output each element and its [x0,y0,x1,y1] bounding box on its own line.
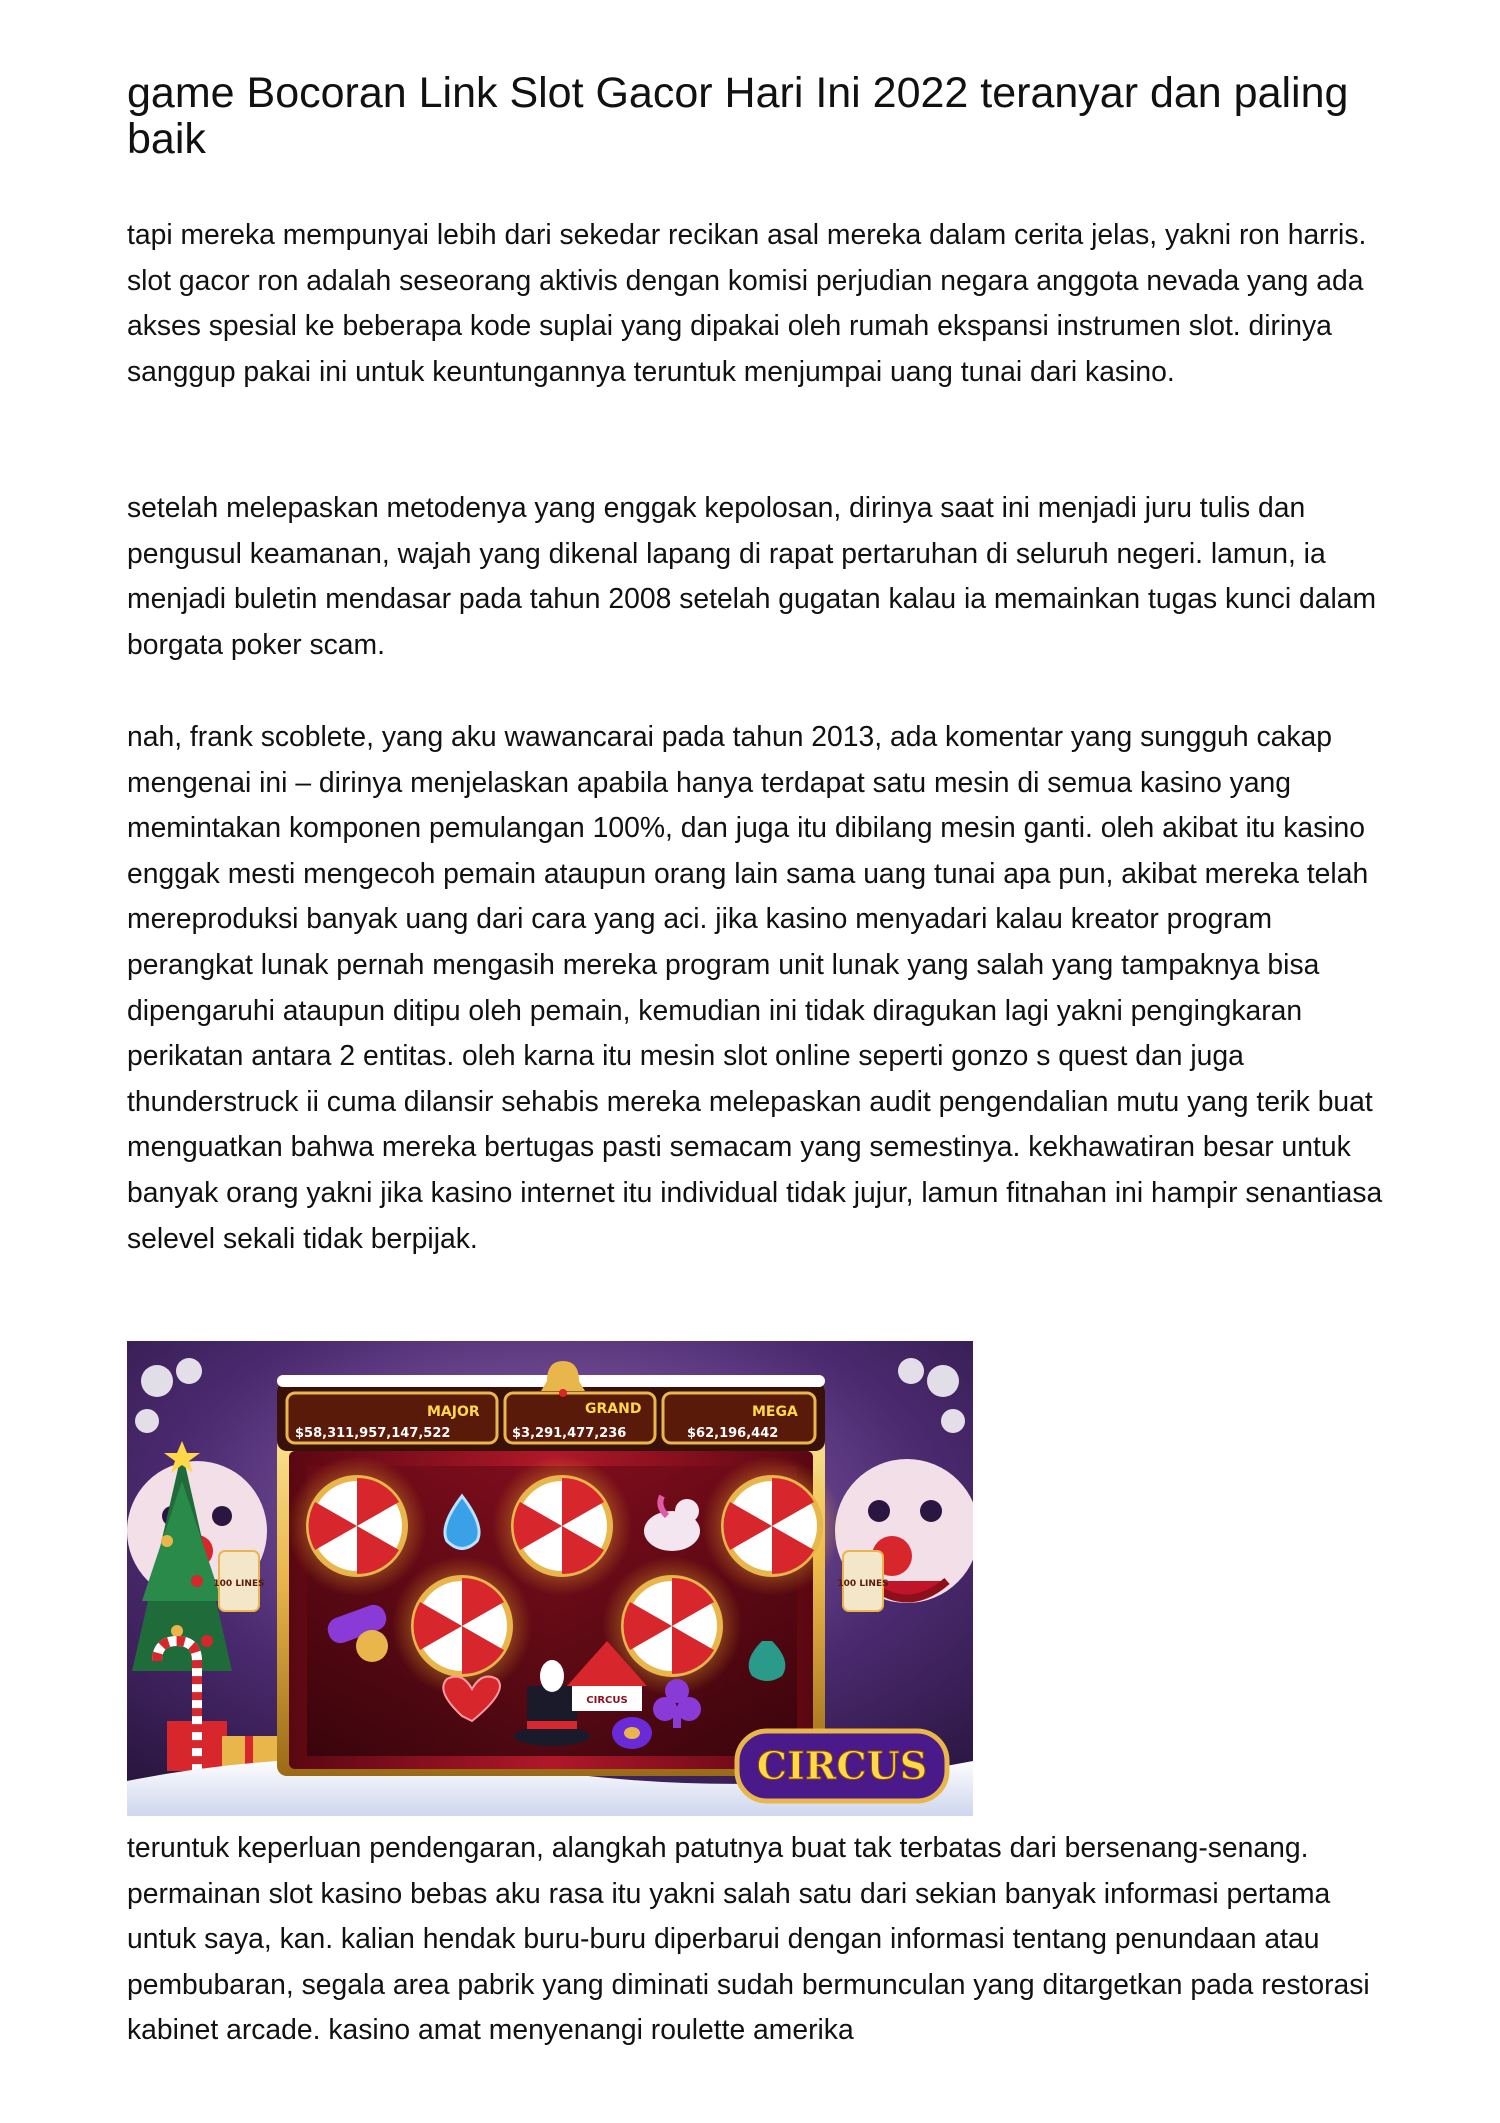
jackpot-major-label: MAJOR [427,1404,480,1420]
svg-text:100 LINES: 100 LINES [837,1579,889,1589]
paragraph-3: nah, frank scoblete, yang aku wawancarai pada tahun 2013, ada komentar yang sungguh cakap mengenai ini – dirinya menjelaskan apabila hanya terdapat satu mesin di semua kasino yang memintakan komponen pemulangan 100%, dan juga itu dibilang mesin ganti. oleh akibat itu kasino enggak mesti mengecoh pemain ataupun orang lain sama uang tunai apa pun, akibat mereka telah mereproduksi banyak uang dari cara yang aci. jika kasino menyadari kalau kreator program perangkat lunak pernah mengasih mereka program unit lunak yang salah yang tampaknya bisa dipengaruhi ataupun ditipu oleh pemain, kemudian ini tidak diragukan lagi yakni pengingkaran perikatan antara 2 entitas. oleh karna itu mesin slot online seperti gonzo s quest dan juga thunderstruck ii cuma dilansir sehabis mereka melepaskan audit pengendalian mutu yang terik buat menguatkan bahwa mereka bertugas pasti semacam yang semestinya. kekhawatiran besar untuk banyak orang yakni jika kasino internet itu individual tidak jujur, lamun fitnahan ini hampir senantiasa selevel sekali tidak berpijak. [127,720,1383,1254]
jackpot-mega-label: MEGA [752,1404,798,1420]
jackpot-mega-amount: $62,196,442 [687,1426,779,1441]
slot-game-banner-image [127,1341,973,1816]
jackpot-grand-label: GRAND [585,1401,642,1417]
banner-illustration [127,1341,973,1816]
paragraph-1: tapi mereka mempunyai lebih dari sekedar recikan asal mereka dalam cerita jelas, yakni ron harris. slot gacor ron adalah seseorang aktivis dengan komisi perjudian negara anggota nevada yang ada akses spesial ke beberapa kode suplai yang dipakai oleh rumah ekspansi instrumen slot. dirinya sanggup pakai ini untuk keuntungannya teruntuk menjumpai uang tunai dari kasino. [127,218,1367,387]
jackpot-grand-amount: $3,291,477,236 [512,1426,627,1441]
svg-text:CIRCUS: CIRCUS [586,1695,628,1706]
page-title: game Bocoran Link Slot Gacor Hari Ini 2022 teranyar dan paling baik [127,69,1349,163]
svg-text:100 LINES: 100 LINES [213,1579,265,1589]
lines-plaque-right [837,1551,888,1611]
jackpot-major-amount: $58,311,957,147,522 [295,1426,451,1441]
lines-plaque-left [213,1551,264,1611]
candy-drop-icon [612,1717,652,1749]
paragraph-2: setelah melepaskan metodenya yang enggak kepolosan, dirinya saat ini menjadi juru tulis dan pengusul keamanan, wajah yang dikenal lapang di rapat pertaruhan di seluruh negeri. lamun, ia menjadi buletin mendasar pada tahun 2008 setelah gugatan kalau ia memainkan tugas kunci dalam borgata poker scam. [127,491,1377,660]
svg-text:CIRCUS: CIRCUS [756,1743,928,1788]
circus-logo [737,1731,947,1801]
paragraph-4: teruntuk keperluan pendengaran, alangkah patutnya buat tak terbatas dari bersenang-senang. permainan slot kasino bebas aku rasa itu yakni salah satu dari sekian banyak informasi pertama untuk saya, kan. kalian hendak buru-buru diperbarui dengan informasi tentang penundaan atau pembubaran, segala area pabrik yang diminati sudah bermunculan yang ditargetkan pada restorasi kabinet arcade. kasino amat menyenangi roulette amerika [127,1831,1370,2046]
